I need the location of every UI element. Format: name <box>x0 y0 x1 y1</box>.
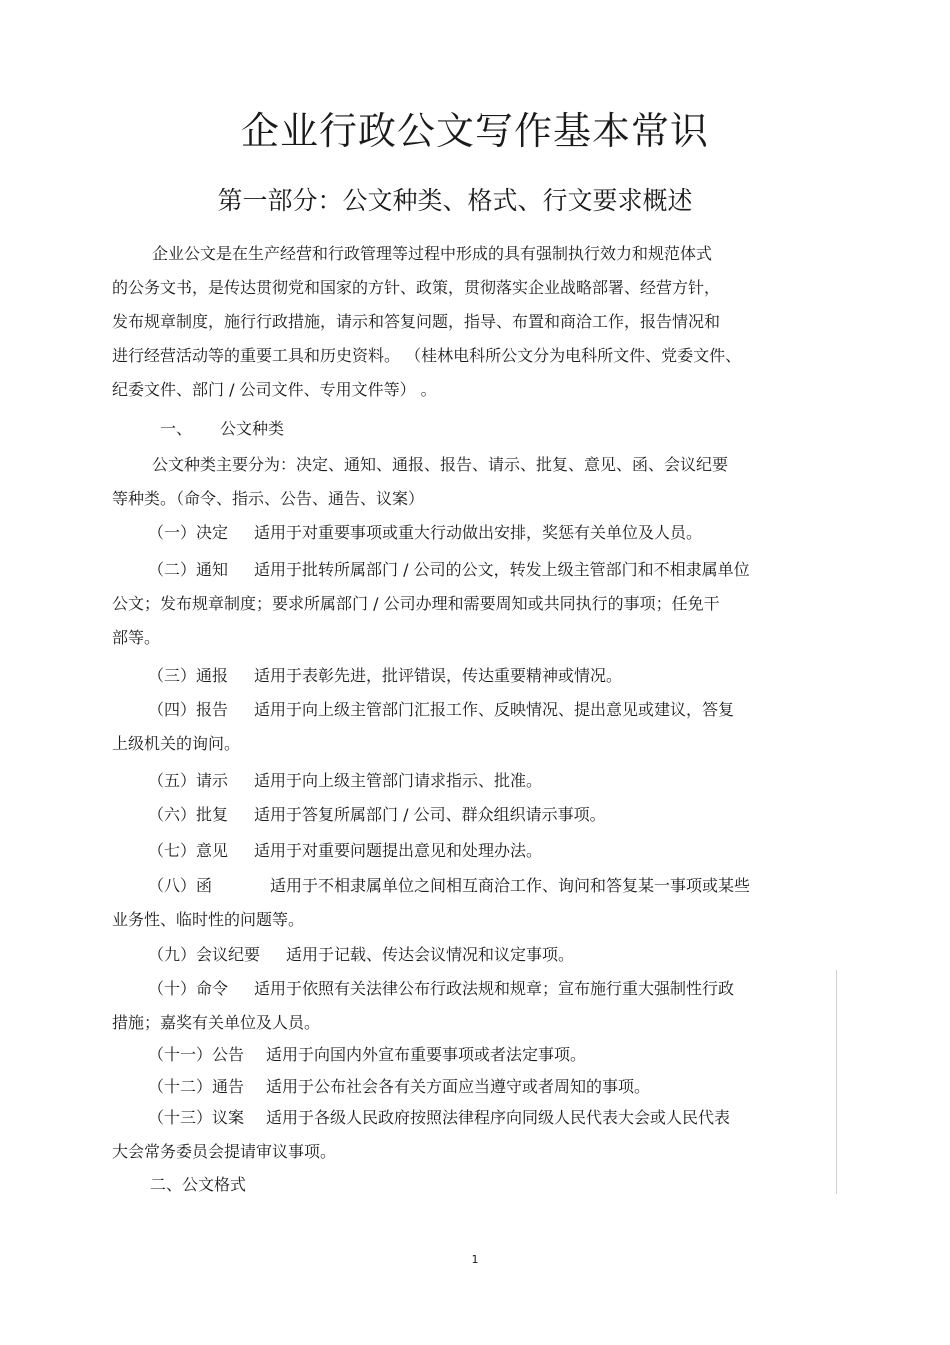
type-desc-line: 措施；嘉奖有关单位及人员。 <box>112 1013 321 1032</box>
intro-line: 的公务文书，是传达贯彻党和国家的方针、政策，贯彻落实企业战略部署、经营方针， <box>112 278 721 297</box>
heading-one-number: 一、 <box>160 419 193 438</box>
types-intro-line: 等种类。（命令、指示、公告、通告、议案） <box>112 489 425 508</box>
type-label: （七）意见 <box>148 841 229 860</box>
document-title: 企业行政公文写作基本常识 <box>240 109 709 153</box>
type-entry <box>112 972 734 1040</box>
type-entry <box>112 798 606 832</box>
heading-one-text: 公文种类 <box>220 419 285 438</box>
heading-one <box>160 412 284 446</box>
type-desc-line: 公文；发布规章制度；要求所属部门 / 公司办理和需要周知或共同执行的事项；任免干 <box>112 594 720 613</box>
types-intro-line: 公文种类主要分为：决定、通知、通报、报告、请示、批复、意见、函、会议纪要 <box>152 455 729 474</box>
intro-line: 企业公文是在生产经营和行政管理等过程中形成的具有强制执行效力和规范体式 <box>152 244 713 263</box>
type-label: （十）命令 <box>148 979 229 998</box>
type-label: （三）通报 <box>148 666 229 685</box>
type-label: （十二）通告 <box>148 1077 245 1096</box>
type-desc-line: 适用于向上级主管部门汇报工作、反映情况、提出意见或建议，答复 <box>254 700 735 719</box>
type-desc-line: 部等。 <box>112 628 161 647</box>
type-desc-line: 适用于公布社会各有关方面应当遵守或者周知的事项。 <box>266 1077 651 1096</box>
type-desc-line: 适用于对重要事项或重大行动做出安排，奖惩有关单位及人员。 <box>254 523 703 542</box>
type-desc-line: 适用于记载、传达会议情况和议定事项。 <box>286 945 575 964</box>
type-label: （四）报告 <box>148 700 229 719</box>
section-title: 第一部分：公文种类、格式、行文要求概述 <box>217 186 693 215</box>
type-desc-line: 适用于依照有关法律公布行政法规和规章；宣布施行重大强制性行政 <box>254 979 735 998</box>
intro-line: 发布规章制度，施行行政措施，请示和答复问题，指导、布置和商洽工作，报告情况和 <box>112 312 721 331</box>
type-label: （五）请示 <box>148 771 229 790</box>
type-entry <box>112 1070 650 1104</box>
type-desc-line: 适用于答复所属部门 / 公司、群众组织请示事项。 <box>254 805 606 824</box>
type-entry <box>112 834 542 868</box>
type-desc-line: 适用于表彰先进，批评错误，传达重要精神或情况。 <box>254 666 623 685</box>
type-entry <box>112 938 574 972</box>
type-entry <box>112 1101 730 1169</box>
type-entry <box>112 869 750 937</box>
intro-line: 进行经营活动等的重要工具和历史资料。 （桂林电科所公文分为电科所文件、党委文件、 <box>112 346 742 365</box>
type-desc-line: 业务性、临时性的问题等。 <box>112 910 305 929</box>
type-entry <box>112 553 750 655</box>
type-desc-line: 适用于批转所属部门 / 公司的公文，转发上级主管部门和不相隶属单位 <box>254 560 750 579</box>
type-desc-line: 适用于各级人民政府按照法律程序向同级人民代表大会或人民代表 <box>266 1108 731 1127</box>
intro-line: 纪委文件、部门 / 公司文件、专用文件等） 。 <box>112 380 437 399</box>
type-label: （二）通知 <box>148 560 229 579</box>
page-number: 1 <box>471 1253 479 1266</box>
types-intro-paragraph <box>112 448 728 516</box>
type-entry <box>112 1038 586 1072</box>
type-entry <box>112 764 542 798</box>
type-desc-line: 上级机关的询问。 <box>112 734 241 753</box>
type-desc-line: 适用于不相隶属单位之间相互商洽工作、询问和答复某一事项或某些 <box>270 876 751 895</box>
type-entry <box>112 693 734 761</box>
type-label: （十三）议案 <box>148 1108 245 1127</box>
type-label: （十一）公告 <box>148 1045 245 1064</box>
type-label: （八）函 <box>148 876 213 895</box>
type-desc-line: 适用于对重要问题提出意见和处理办法。 <box>254 841 543 860</box>
type-label: （九）会议纪要 <box>148 945 261 964</box>
margin-rule <box>836 970 837 1194</box>
type-entry <box>112 659 622 693</box>
type-entry <box>112 516 702 550</box>
heading-two: 二、公文格式 <box>150 1175 247 1194</box>
type-desc-line: 适用于向上级主管部门请求指示、批准。 <box>254 771 543 790</box>
type-desc-line: 大会常务委员会提请审议事项。 <box>112 1142 337 1161</box>
type-desc-line: 适用于向国内外宣布重要事项或者法定事项。 <box>266 1045 587 1064</box>
intro-paragraph <box>112 237 741 407</box>
type-label: （六）批复 <box>148 805 229 824</box>
type-label: （一）决定 <box>148 523 229 542</box>
